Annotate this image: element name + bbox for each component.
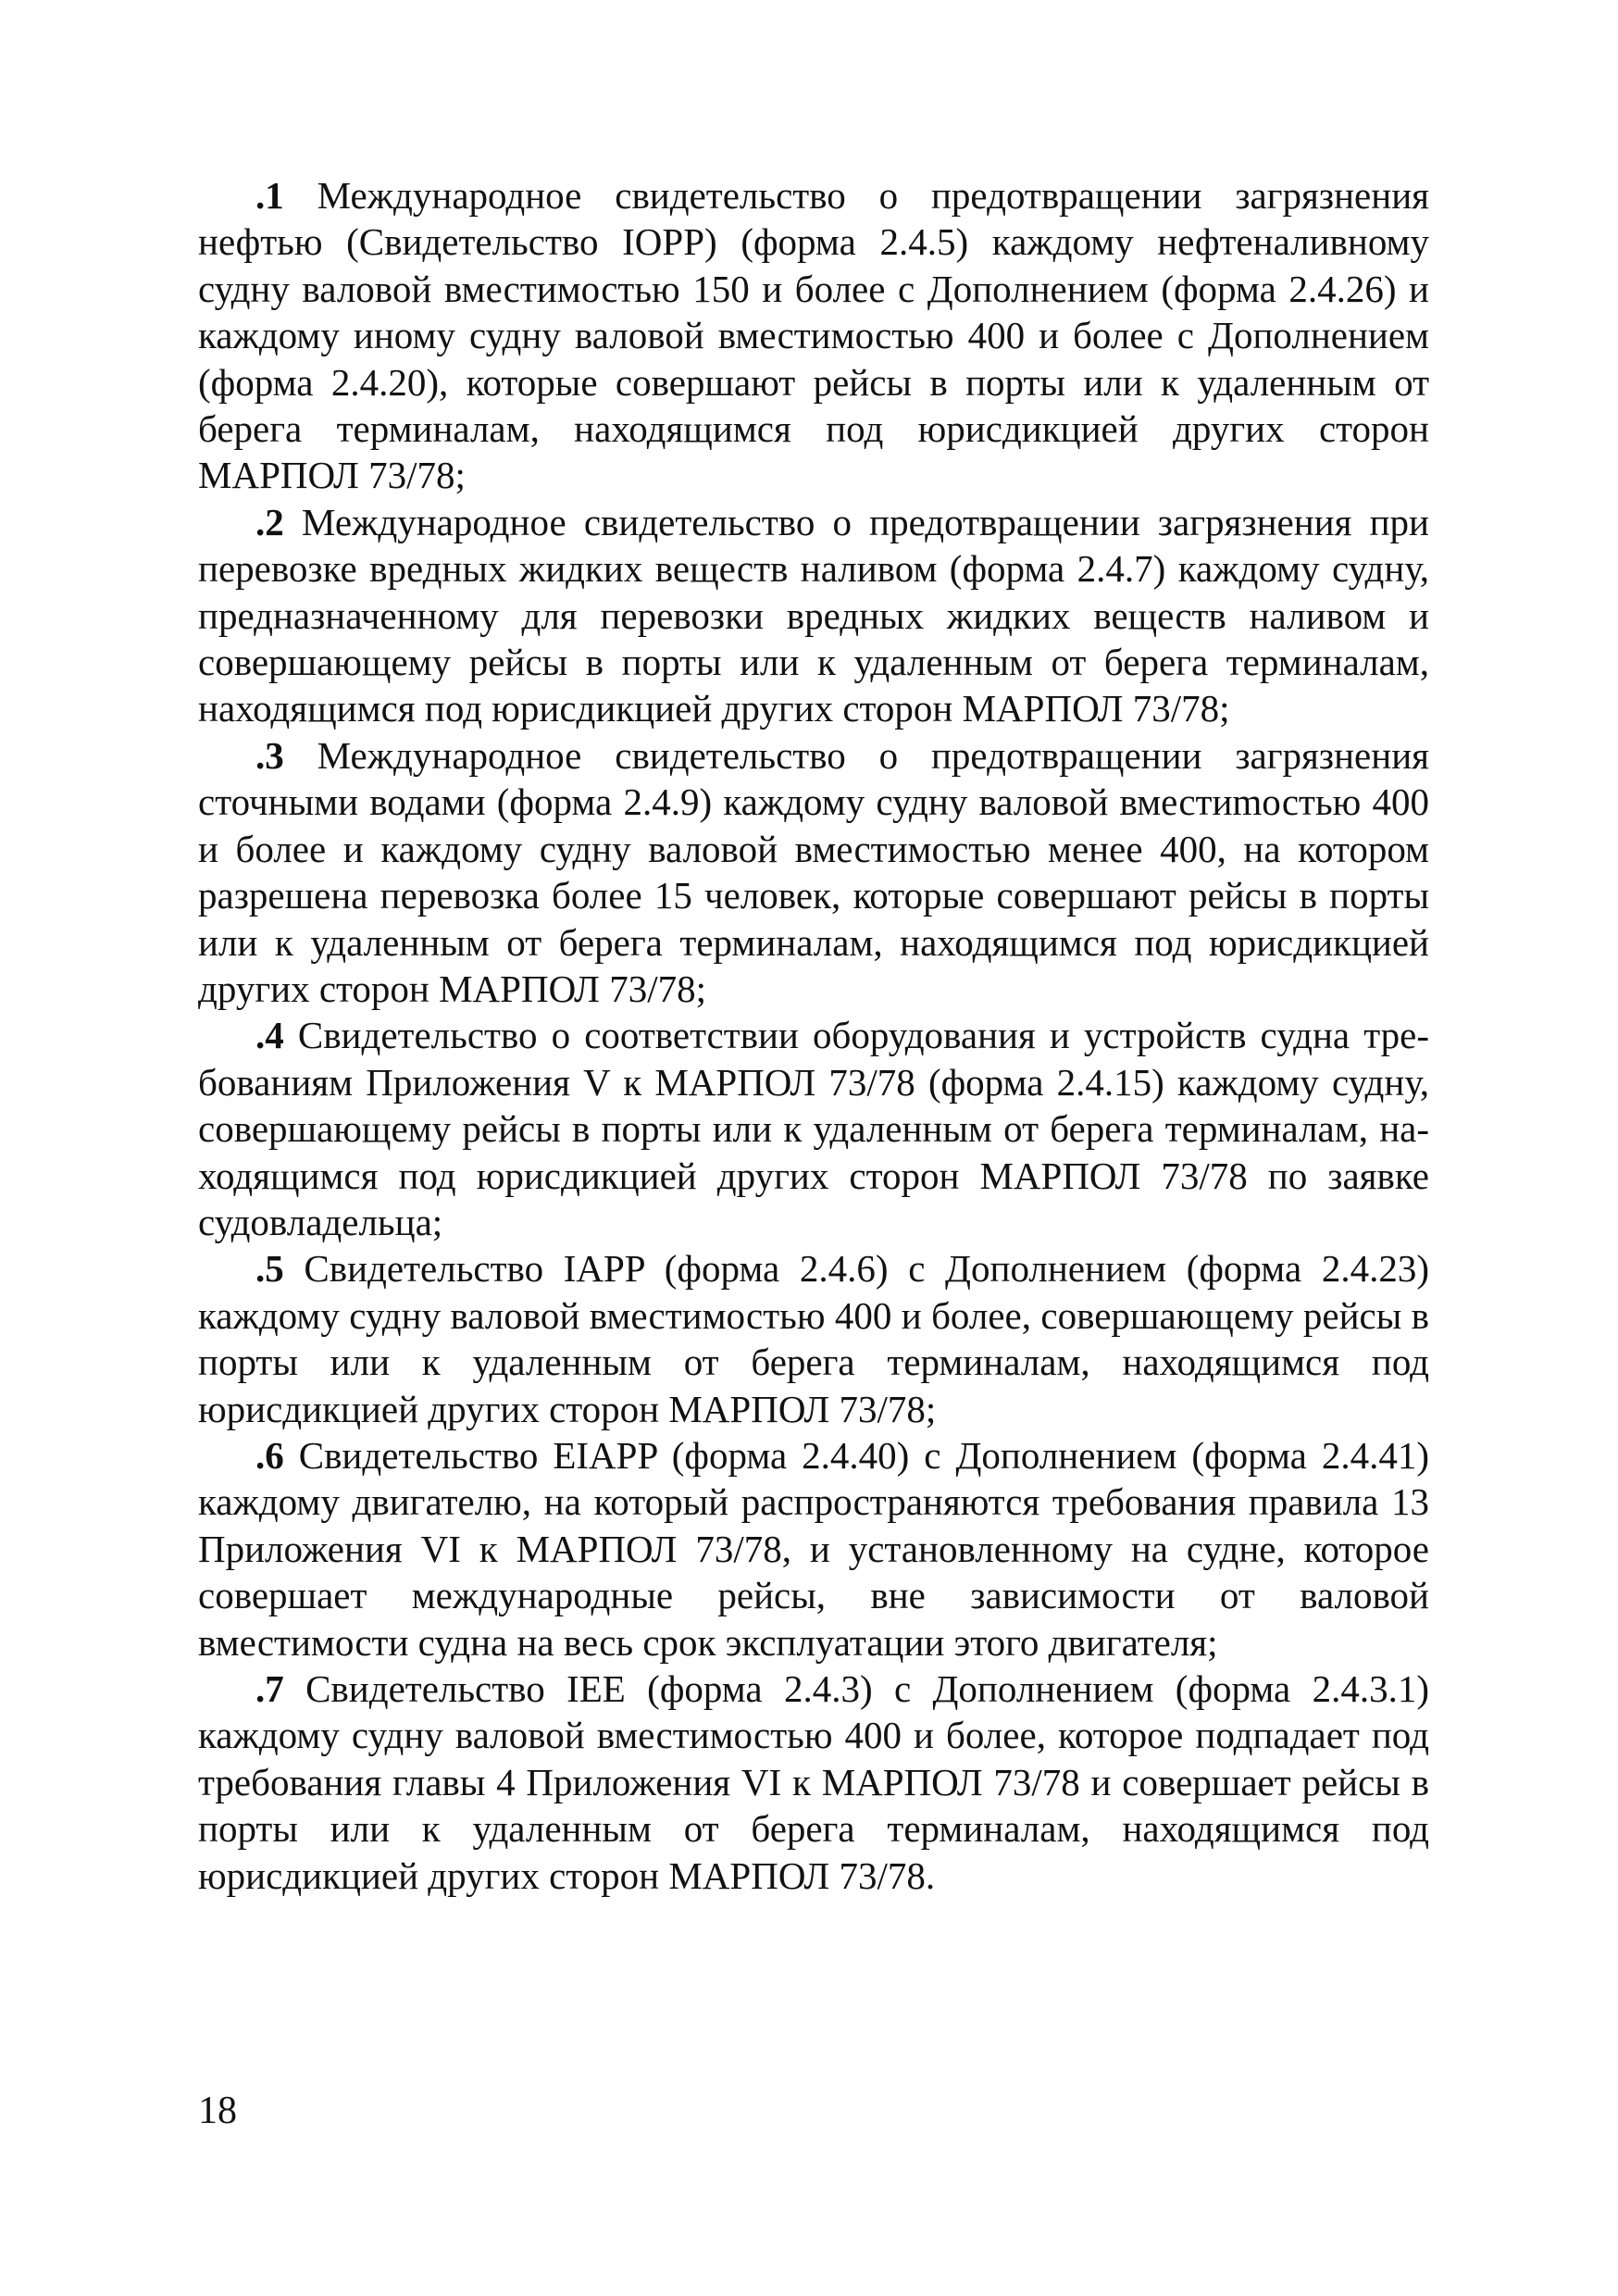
paragraph-text: Свидетельство IAPP (форма 2.4.6) с Дополнением (форма 2.4.23) каждому судну валовой вместимостью 400 и более, совершающему рейсы в порты или к удаленным от берега терминалам, находящимся под юрисдикцией других сторон МАРПОЛ 73/78;: [198, 1247, 1429, 1430]
paragraph-5: [198, 1245, 1429, 1432]
paragraph-2: [198, 499, 1429, 732]
paragraph-4: [198, 1012, 1429, 1245]
paragraph-text: Международное свидетельство о предотвращении загрязнения сточными водами (форма 2.4.9) каждому судну валовой вместиmостью 400 и более и каждому судну валовой вместимостью менее 400, на котором разрешена перевозка более 15 человек, которые совершают рейсы в порты или к удаленным от берега терминалам, находящимся под юрисдикцией других сторон МАРПОЛ 73/78;: [198, 733, 1429, 1010]
paragraph-6: [198, 1432, 1429, 1666]
item-number: .2: [255, 500, 284, 543]
item-number: .3: [255, 733, 284, 777]
paragraph-text: Международное свидетельство о предотвращении загрязнения при перевозке вредных жидких веществ наливом (форма 2.4.7) каждому судну, предназначенному для перевозки вредных жидких веществ наливом и совершающему рейсы в порты или к удаленным от берега терминалам, находящимся под юрисдикцией других сторон МАРПОЛ 73/78;: [198, 500, 1429, 730]
body-text: [198, 172, 1429, 1899]
paragraph-1: [198, 172, 1429, 499]
item-number: .5: [255, 1247, 284, 1291]
item-number: .7: [255, 1667, 284, 1710]
paragraph-text: Свидетельство о соответствии оборудования и устройств судна требованиям Приложения V к МАРПОЛ 73/78 (форма 2.4.15) каждому судну, совершающему рейсы в порты или к удаленным от берега терминалам, находящимся под юрисдикцией других сторон МАРПОЛ 73/78 по заявке судовладельца;: [198, 1014, 1429, 1243]
item-number: .6: [255, 1433, 284, 1477]
item-number: .1: [255, 174, 284, 217]
paragraph-text: Международное свидетельство о предотвращении загрязнения нефтью (Свидетельство IOPP) (форма 2.4.5) каждому нефтеналивному судну валовой вместимостью 150 и более с Дополнением (форма 2.4.26) и каждому иному судну валовой вместимостью 400 и более с Дополнением (форма 2.4.20), которые совершают рейсы в порты или к удаленным от берега терминалам, находящимся под юрисдикцией других сторон МАРПОЛ 73/78;: [198, 174, 1429, 497]
paragraph-text: Свидетельство IEE (форма 2.4.3) с Дополнением (форма 2.4.3.1) каждому судну валовой вместимостью 400 и более, которое подпадает под требования главы 4 Приложения VI к МАРПОЛ 73/78 и совершает рейсы в порты или к удаленным от берега терминалам, находящимся под юрисдикцией других сторон МАРПОЛ 73/78.: [198, 1667, 1429, 1897]
item-number: .4: [255, 1014, 284, 1057]
paragraph-text: Свидетельство EIAPP (форма 2.4.40) с Дополнением (форма 2.4.41) каждому двигателю, на который распространяются требования правила 13 Приложения VI к МАРПОЛ 73/78, и установленному на судне, которое совершает международные рейсы, вне зависимости от валовой вместимости судна на весь срок эксплуатации этого двигателя;: [198, 1433, 1429, 1664]
paragraph-3: [198, 732, 1429, 1012]
paragraph-7: [198, 1666, 1429, 1899]
page-number: 18: [198, 2090, 237, 2132]
